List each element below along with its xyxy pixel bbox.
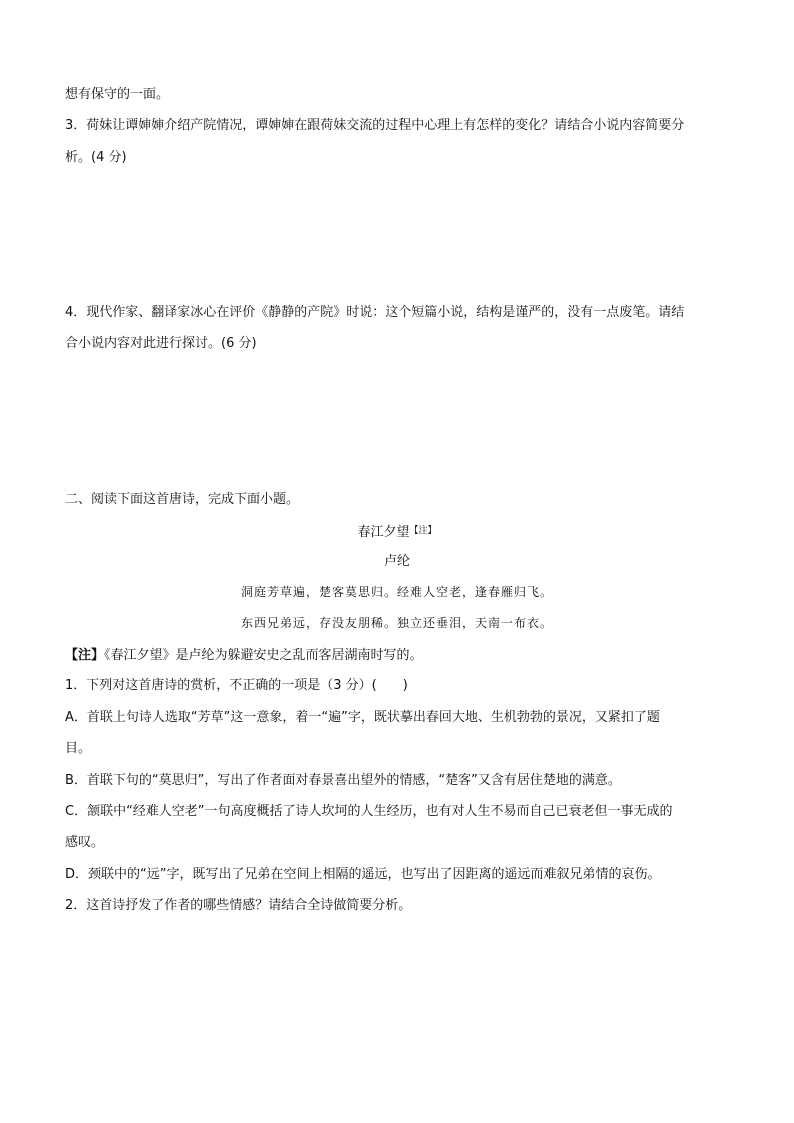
question-4-line-2: 合小说内容对此进行探讨。(6 分) [65, 336, 257, 351]
poem-line-1: 洞庭芳草遍，楚客莫思归。经难人空老，逢春雁归飞。 [240, 585, 553, 599]
question-continuation: 想有保守的一面。 [65, 87, 170, 102]
poem-note-text: 《春江夕望》是卢纶为躲避安史之乱而客居湖南时写的。 [104, 648, 423, 663]
option-c-line-2: 感叹。 [65, 835, 105, 850]
poem-title-text: 春江夕望 [357, 525, 410, 540]
option-d: D．颈联中的“远”字，既写出了兄弟在空间上相隔的遥远，也写出了因距离的遥远而难叙兄弟情的哀伤。 [65, 867, 661, 882]
question-3-line-2: 析。(4 分) [65, 150, 127, 165]
poem-title [0, 522, 794, 542]
poem-note [65, 647, 730, 665]
option-b: B．首联下句的“莫思归”，写出了作者面对春景喜出望外的情感，“楚客”又含有居住楚地的满意。 [65, 773, 621, 788]
question-3-line-1: 3．荷妹让谭婶婶介绍产院情况，谭婶婶在跟荷妹交流的过程中心理上有怎样的变化？请结合小说内容简要分 [65, 118, 685, 133]
option-a-line-1: A．首联上句诗人选取“芳草”这一意象，着一“遍”字，既状摹出春回大地、生机勃勃的景况，又紧扣了题 [65, 710, 660, 725]
option-a-line-2: 目。 [65, 741, 92, 756]
poem-author: 卢纶 [383, 554, 410, 569]
option-c-line-1: C．颔联中“经难人空老”一句高度概括了诗人坎坷的人生经历，也有对人生不易而自己已衰老但一事无成的 [65, 804, 673, 819]
subquestion-1-stem: 1．下列对这首唐诗的赏析，不正确的一项是（3 分）( ) [65, 678, 408, 693]
poem-line-2: 东西兄弟远，存没友朋稀。独立还垂泪，天南一布衣。 [240, 616, 553, 630]
question-4-line-1: 4．现代作家、翻译家冰心在评价《静静的产院》时说：这个短篇小说，结构是谨严的，没有一点废笔。请结 [65, 305, 685, 320]
section-2-heading: 二、阅读下面这首唐诗，完成下面小题。 [65, 492, 300, 507]
subquestion-2: 2．这首诗抒发了作者的哪些情感？请结合全诗做简要分析。 [65, 898, 412, 913]
poem-note-mark: 【注】 [409, 526, 437, 536]
poem-note-label: 【注】 [65, 648, 105, 663]
